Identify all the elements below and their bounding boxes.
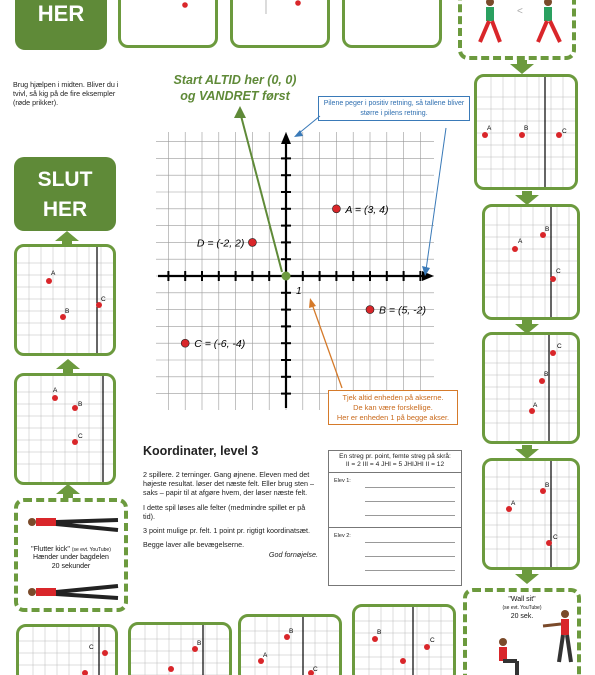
svg-text:A: A xyxy=(518,238,523,245)
svg-text:C: C xyxy=(562,128,567,135)
wallsit-label-1: "Wall sit" xyxy=(508,596,536,603)
svg-text:C: C xyxy=(89,644,94,651)
arrow-up-icon xyxy=(56,359,80,373)
svg-text:B: B xyxy=(545,226,550,233)
task-card-bottom-4[interactable] xyxy=(16,624,118,675)
end-label-1: SLUT xyxy=(37,168,93,191)
svg-text:B: B xyxy=(197,640,202,647)
task-card-top-3[interactable] xyxy=(342,0,442,48)
score-head-1: En streg pr. point, femte streg på skrå: xyxy=(339,453,451,460)
task-card-right-2[interactable] xyxy=(482,204,580,320)
orange-note-1: Tjek altid enheden på akserne. xyxy=(342,393,444,402)
score-head-2: II = 2 III = 4 JHI = 5 JHIJHI II = 12 xyxy=(345,461,445,469)
rules-text xyxy=(143,470,318,565)
score-box xyxy=(328,450,462,586)
mini-grid xyxy=(131,625,232,675)
svg-text:B: B xyxy=(289,628,294,635)
exercise-card-top[interactable] xyxy=(458,0,576,60)
end-box xyxy=(14,157,116,231)
mini-grid xyxy=(485,461,580,570)
wallsit-label-2: 20 sek. xyxy=(510,612,534,620)
svg-text:A: A xyxy=(511,500,516,507)
point-label-2: C = (-6, -4) xyxy=(194,338,246,351)
svg-text:C: C xyxy=(101,296,106,303)
mini-grid xyxy=(355,607,456,675)
rule-1: 2 spillere. 2 terninger. Gang øjnene. Eleven med det højeste resultat. løser det næste felt. Eller brug sten – saks – papir til at afgøre hvem, der løser næste felt. xyxy=(143,470,314,498)
point-label-0: A = (3, 4) xyxy=(345,203,389,216)
rule-3: 3 point mulige pr. felt. 1 point pr. rigtigt koordinatsæt. xyxy=(143,526,310,536)
svg-text:A: A xyxy=(487,125,492,132)
orange-arrow-icon xyxy=(306,296,346,392)
svg-text:C: C xyxy=(78,433,83,440)
svg-text:A: A xyxy=(263,652,268,659)
player-2-row[interactable] xyxy=(329,528,461,583)
task-card-bottom-1[interactable] xyxy=(352,604,456,675)
green-arrow-icon xyxy=(230,106,290,276)
blue-arrows-icon xyxy=(290,112,470,278)
start-note-1: Start ALTID her (0, 0) xyxy=(173,73,297,87)
arrow-up-icon xyxy=(56,484,80,498)
task-card-bottom-2[interactable] xyxy=(238,614,342,675)
orange-note xyxy=(328,390,458,425)
arrow-down-icon xyxy=(510,60,534,74)
blue-note: Pilene peger i positiv retning, så tallene bliver større i pilens retning. xyxy=(318,96,470,121)
svg-text:A: A xyxy=(533,402,538,409)
start-note xyxy=(160,72,310,104)
flutter-label-1: "Flutter kick" xyxy=(31,546,70,553)
arrow-down-icon xyxy=(515,445,539,459)
svg-text:C: C xyxy=(313,666,318,673)
task-card-left-2[interactable] xyxy=(14,244,116,356)
point-label-1: B = (5, -2) xyxy=(379,304,426,317)
arrow-down-icon xyxy=(515,191,539,205)
svg-text:B: B xyxy=(545,482,550,489)
task-card-right-4[interactable] xyxy=(482,458,580,570)
mini-grid xyxy=(17,376,116,485)
hint-text: Brug hjælpen i midten. Bliver du i tvivl, så kig på de fire eksempler (røde prikker). xyxy=(13,80,119,107)
mini-grid xyxy=(477,77,578,190)
svg-text:A: A xyxy=(51,270,56,277)
point-2 xyxy=(181,339,189,347)
svg-text:C: C xyxy=(430,637,435,644)
mini-grid xyxy=(19,627,118,675)
svg-text:C: C xyxy=(556,268,561,275)
flutter-label-small: (se evt. YouTube) xyxy=(71,547,111,553)
player-1-label: Elev 1: xyxy=(334,477,351,484)
rules-title: Koordinater, level 3 xyxy=(143,444,259,458)
start-box xyxy=(15,0,107,50)
wallsit-label-small: (se evt. YouTube) xyxy=(502,605,542,612)
mini-grid xyxy=(485,207,580,320)
task-card-right-3[interactable] xyxy=(482,332,580,444)
arrow-up-icon xyxy=(55,231,79,245)
orange-note-2: De kan være forskellige. xyxy=(353,402,433,412)
end-label-2: HER xyxy=(42,198,88,221)
svg-text:C: C xyxy=(557,343,562,350)
player-1-row[interactable] xyxy=(329,473,461,528)
unit-label: 1 xyxy=(296,286,302,297)
rule-4: Begge laver alle bevægelserne. xyxy=(143,540,245,550)
point-label-3: D = (-2, 2) xyxy=(196,237,245,250)
mini-grid xyxy=(17,247,116,356)
task-card-left-1[interactable] xyxy=(14,373,116,485)
svg-text:B: B xyxy=(78,401,83,408)
start-note-2: og VANDRET først xyxy=(180,89,290,103)
svg-text:B: B xyxy=(544,371,549,378)
svg-text:B: B xyxy=(65,308,70,315)
flutter-label-3: 20 sekunder xyxy=(51,562,91,570)
wallsit-figure-icon xyxy=(467,592,581,675)
mini-grid xyxy=(241,617,342,675)
svg-text:B: B xyxy=(377,629,382,636)
flutter-label-2: Hænder under bagdelen xyxy=(33,554,109,562)
task-card-bottom-3[interactable] xyxy=(128,622,232,675)
arrow-down-icon xyxy=(515,570,539,584)
svg-text:<: < xyxy=(517,6,523,17)
rules-sign: God fornøjelse. xyxy=(268,550,318,560)
start-label: HER xyxy=(37,1,85,26)
svg-text:A: A xyxy=(53,387,58,394)
lunge-figure-icon xyxy=(462,0,576,60)
top-dots xyxy=(176,0,346,14)
rule-2: I dette spil løses alle felter (medmindre spillet er på tid). xyxy=(143,502,306,521)
svg-text:C: C xyxy=(553,534,558,541)
exercise-card-wallsit[interactable] xyxy=(463,588,581,675)
player-2-label: Elev 2: xyxy=(334,532,351,539)
orange-note-3: Her er enheden 1 på begge akser. xyxy=(336,412,450,422)
mini-grid xyxy=(485,335,580,444)
task-card-right-1[interactable] xyxy=(474,74,578,190)
svg-text:B: B xyxy=(524,125,529,132)
point-1 xyxy=(366,306,374,314)
exercise-card-flutter[interactable] xyxy=(14,498,128,612)
